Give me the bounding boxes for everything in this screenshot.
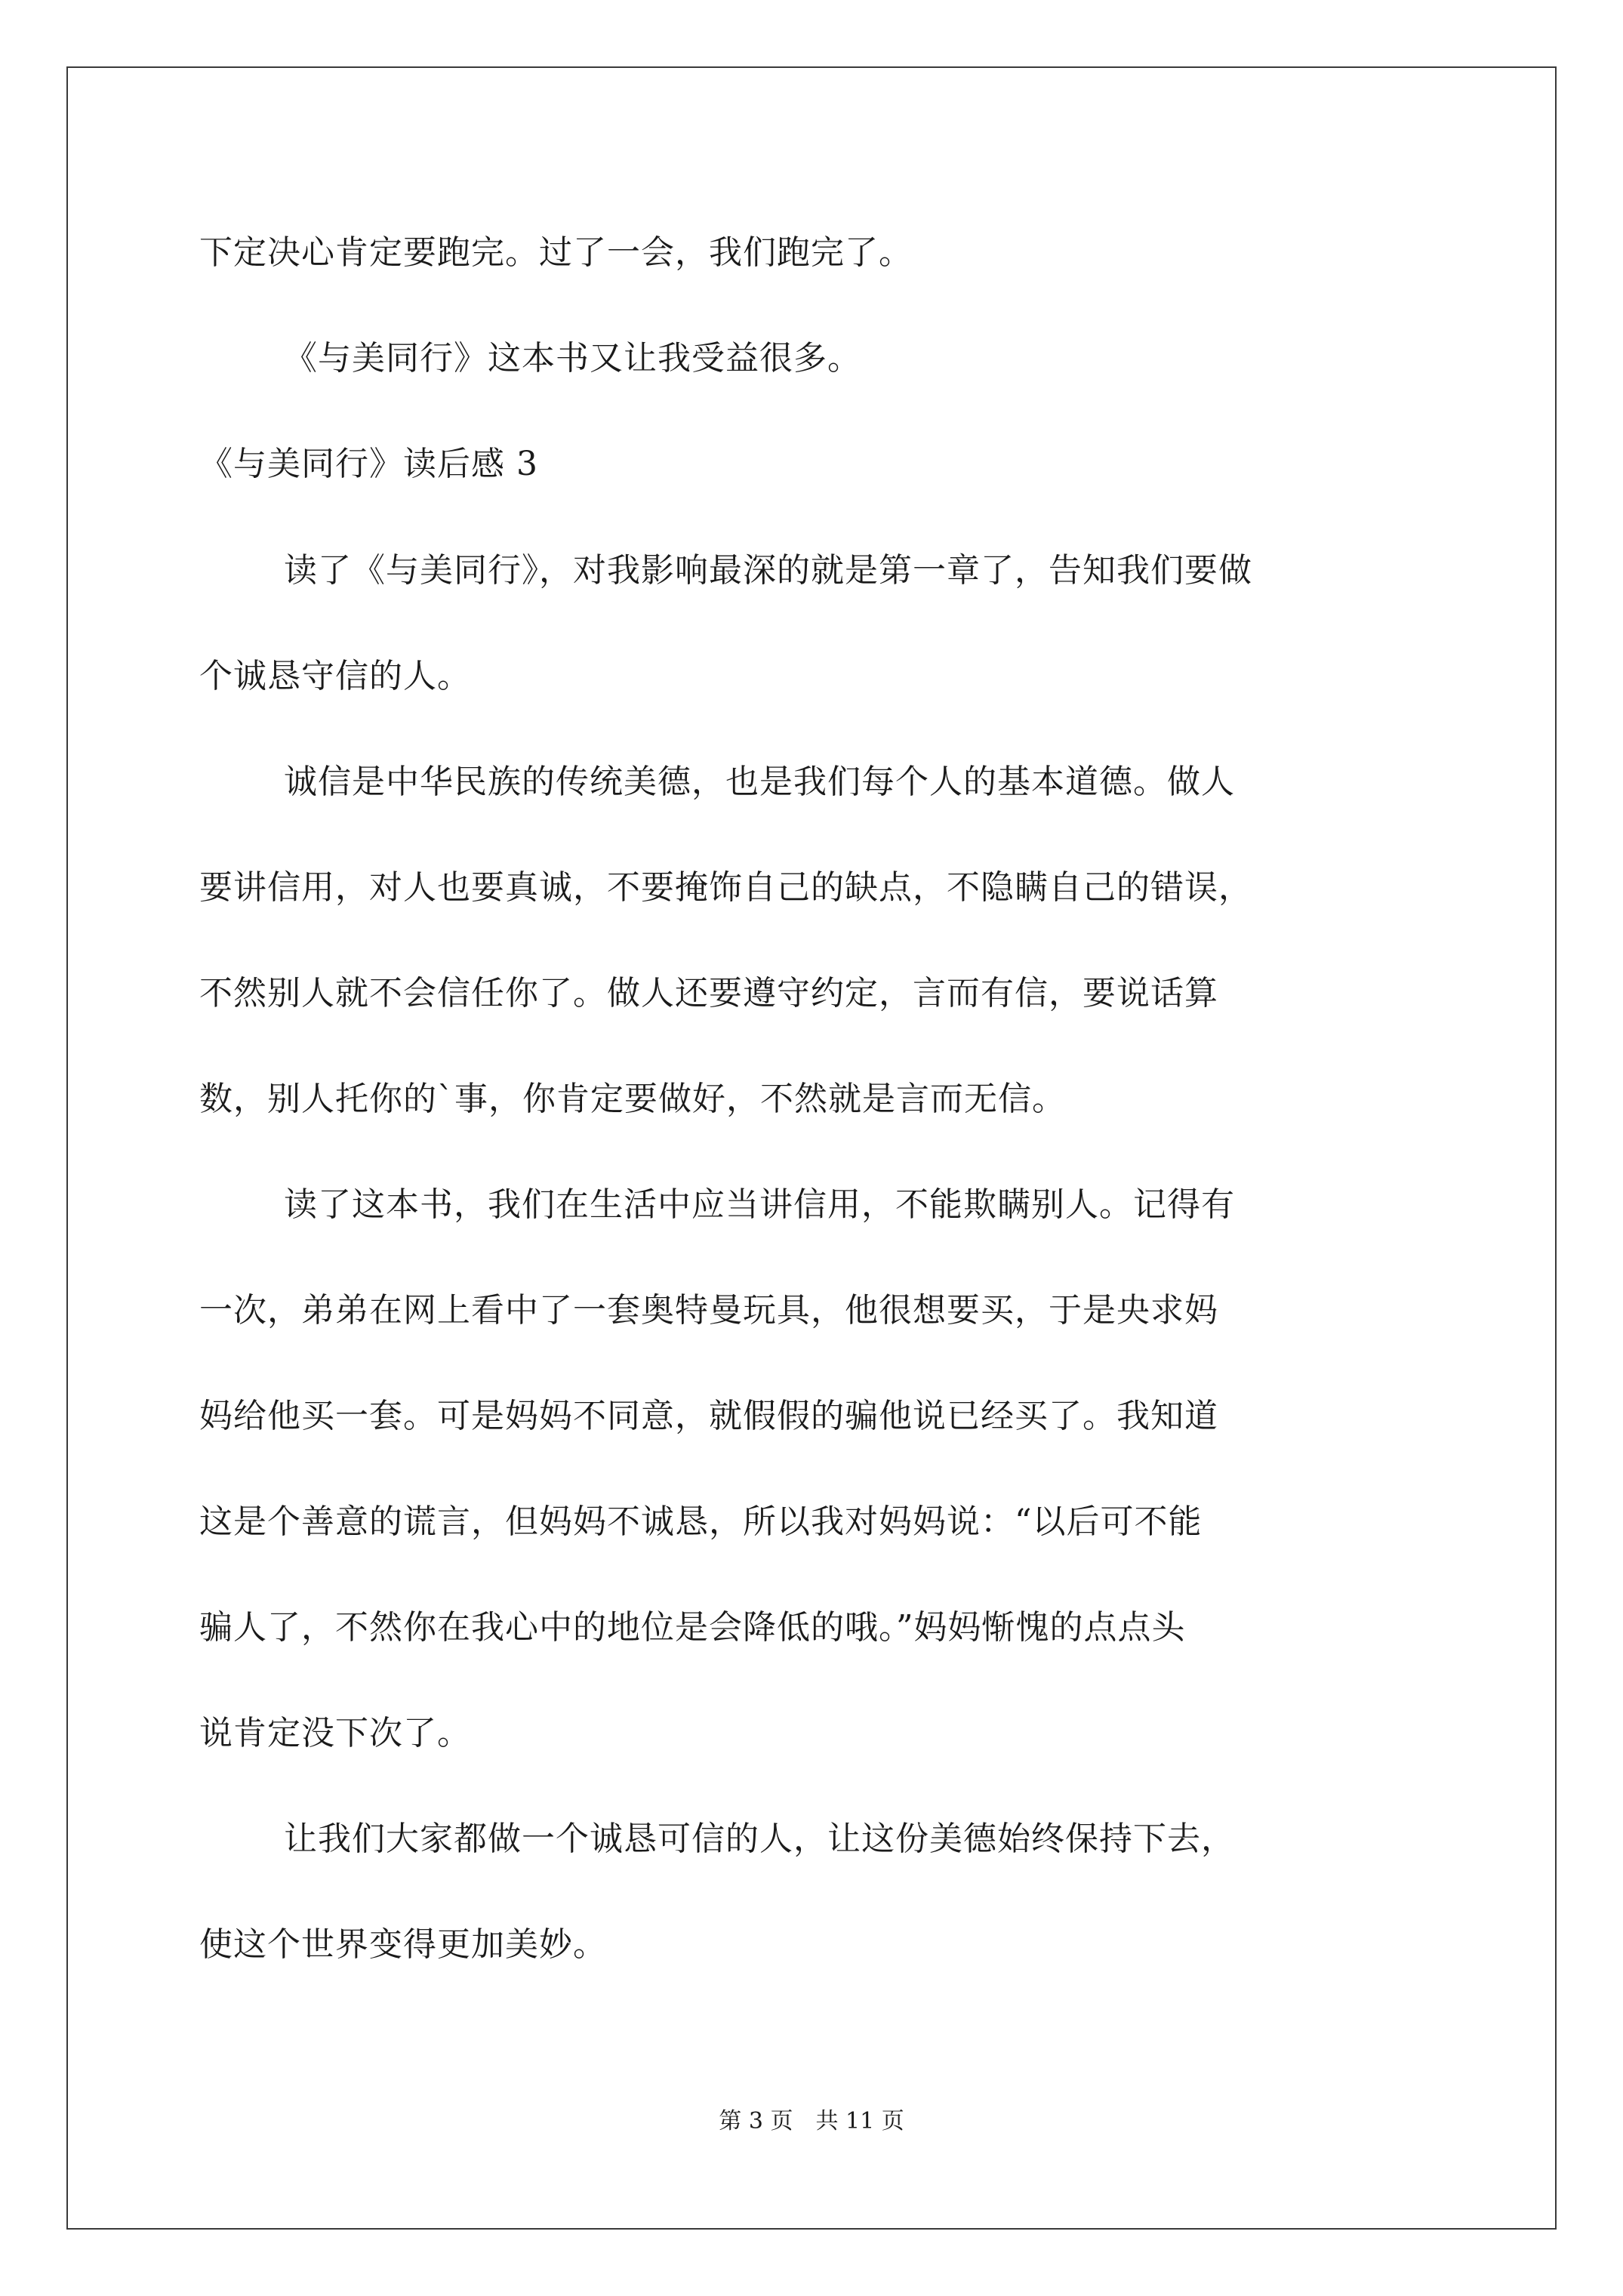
text-line-13: 这是个善意的谎言，但妈妈不诚恳，所以我对妈妈说：“以后可不能 bbox=[199, 1502, 1203, 1541]
text-line-14: 骗人了，不然你在我心中的地位是会降低的哦。”妈妈惭愧的点点头 bbox=[199, 1608, 1186, 1647]
section-heading: 《与美同行》读后感 3 bbox=[199, 445, 538, 483]
text-line-7: 要讲信用，对人也要真诚，不要掩饰自己的缺点，不隐瞒自己的错误， bbox=[199, 868, 1252, 907]
text-line-10: 读了这本书，我们在生活中应当讲信用，不能欺瞒别人。记得有 bbox=[284, 1185, 1235, 1224]
page-frame bbox=[66, 66, 1557, 2230]
text-line-12: 妈给他买一套。可是妈妈不同意，就假假的骗他说已经买了。我知道 bbox=[199, 1397, 1218, 1435]
text-line-9: 数，别人托你的`事，你肯定要做好，不然就是言而无信。 bbox=[199, 1080, 1066, 1118]
text-line-5: 个诚恳守信的人。 bbox=[199, 657, 471, 695]
text-line-15: 说肯定没下次了。 bbox=[199, 1714, 471, 1752]
text-line-17: 使这个世界变得更加美妙。 bbox=[199, 1925, 607, 1964]
text-line-11: 一次，弟弟在网上看中了一套奥特曼玩具，他很想要买，于是央求妈 bbox=[199, 1291, 1218, 1330]
text-line-8: 不然别人就不会信任你了。做人还要遵守约定，言而有信，要说话算 bbox=[199, 974, 1218, 1012]
text-line-4: 读了《与美同行》，对我影响最深的就是第一章了，告知我们要做 bbox=[284, 551, 1252, 590]
text-line-6: 诚信是中华民族的传统美德，也是我们每个人的基本道德。做人 bbox=[284, 763, 1235, 801]
text-line-16: 让我们大家都做一个诚恳可信的人，让这份美德始终保持下去， bbox=[284, 1820, 1235, 1858]
page-footer: 第 3 页 共 11 页 bbox=[719, 2108, 904, 2134]
text-line-1: 下定决心肯定要跑完。过了一会，我们跑完了。 bbox=[199, 233, 913, 272]
text-line-2: 《与美同行》这本书又让我受益很多。 bbox=[284, 339, 861, 378]
